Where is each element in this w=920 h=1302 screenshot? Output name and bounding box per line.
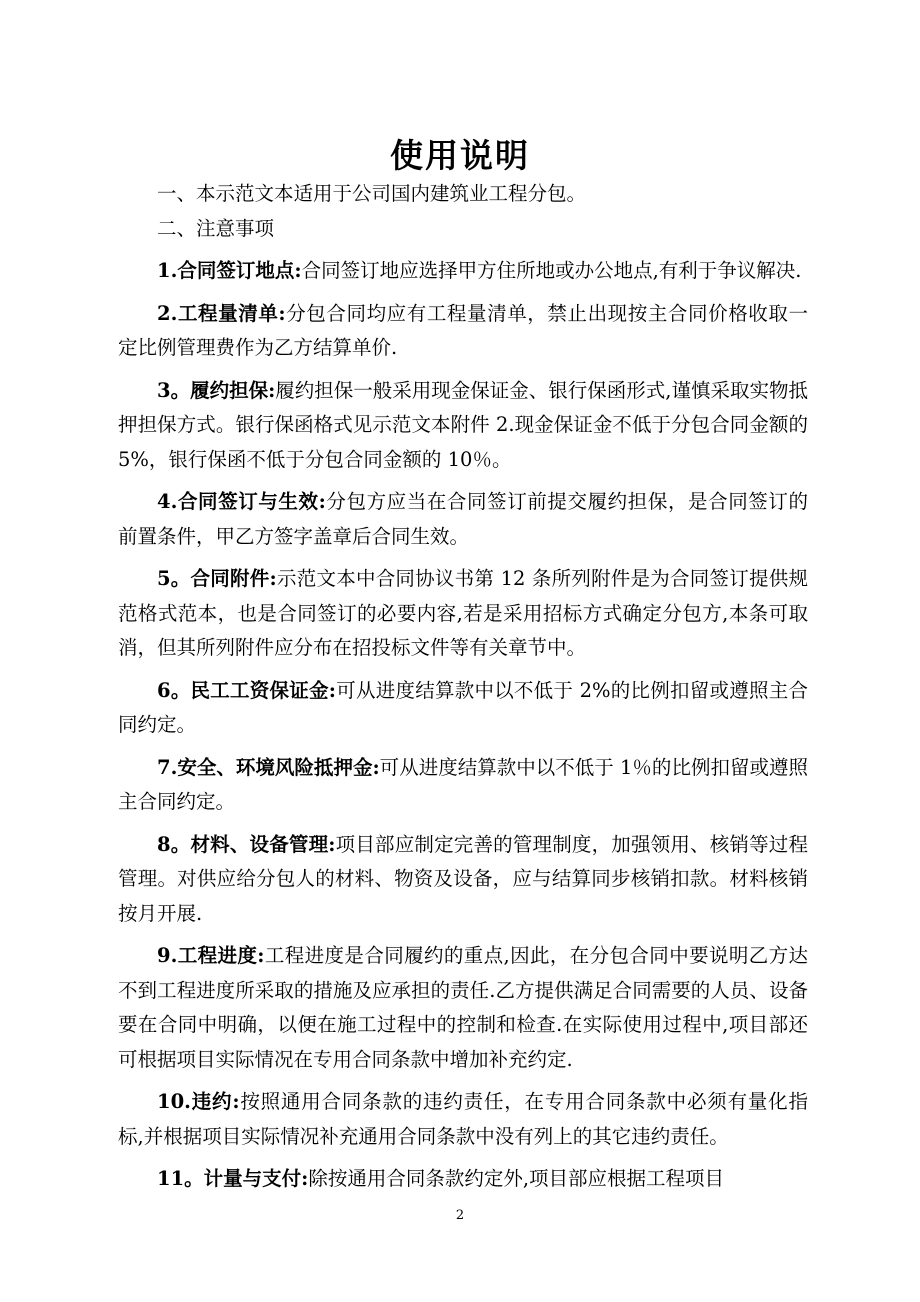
item-7-heading: 7.安全、环境风险抵押金: <box>157 755 380 779</box>
item-3 <box>118 374 808 478</box>
item-2-text: 分包合同均应有工程量清单，禁止出现按主合同价格收取一定比例管理费作为乙方结算单价. <box>118 301 808 359</box>
item-4 <box>118 485 808 554</box>
intro-line-1: 一、本示范文本适用于公司国内建筑业工程分包。 <box>157 182 587 205</box>
item-8-text: 项目部应制定完善的管理制度，加强领用、核销等过程管理。对供应给分包人的材料、物资及设备，应与结算同步核销扣款。材料核销按月开展. <box>118 832 808 925</box>
item-5-text: 示范文本中合同协议书第 12 条所列附件是为合同签订提供规范格式范本，也是合同签订的必要内容,若是采用招标方式确定分包方,本条可取消，但其所列附件应分布在招投标文件等有关章节中。 <box>118 567 808 659</box>
item-2-heading: 2.工程量清单: <box>157 301 286 325</box>
item-11-heading: 11。计量与支付: <box>157 1167 309 1190</box>
item-6-text: 可从进度结算款中以不低于 2%的比例扣留或遵照主合同约定。 <box>118 678 808 736</box>
item-2 <box>118 297 808 366</box>
item-10-heading: 10.违约: <box>157 1090 240 1113</box>
item-4-text: 分包方应当在合同签订前提交履约担保，是合同签订的前置条件，甲乙方签字盖章后合同生效。 <box>118 490 808 548</box>
item-3-text: 履约担保一般采用现金保证金、银行保函形式,谨慎采取实物抵押担保方式。银行保函格式见示范文本附件 2.现金保证金不低于分包合同金额的 5%，银行保函不低于分包合同金额的 10％。 <box>118 378 808 471</box>
item-6-heading: 6。民工工资保证金: <box>157 678 336 702</box>
item-11-text: 除按通用合同条款约定外,项目部应根据工程项目 <box>308 1167 725 1190</box>
item-10 <box>118 1085 808 1154</box>
item-9 <box>118 939 808 1077</box>
document-body <box>118 177 808 1205</box>
item-5-heading: 5。合同附件: <box>157 567 277 590</box>
item-6 <box>118 674 808 743</box>
item-9-text: 工程进度是合同履约的重点,因此，在分包合同中要说明乙方达不到工程进度所采取的措施及应承担的责任.乙方提供满足合同需要的人员、设备要在合同中明确，以便在施工过程中的控制和检查.在实际使用过程中,项目部还可根据项目实际情况在专用合同条款中增加补充约定. <box>118 944 809 1071</box>
item-8-heading: 8。材料、设备管理: <box>157 832 336 856</box>
item-7-text: 可从进度结算款中以不低于 1％的比例扣留或遵照主合同约定。 <box>118 755 808 813</box>
item-1-text: 合同签订地应选择甲方住所地或办公地点,有利于争议解决. <box>301 259 802 282</box>
item-4-heading: 4.合同签订与生效: <box>157 490 326 513</box>
item-8 <box>118 828 808 932</box>
page-number: 2 <box>455 1208 465 1223</box>
intro-line-2: 二、注意事项 <box>157 216 275 240</box>
item-11 <box>118 1162 808 1197</box>
page-title: 使用说明 <box>390 136 530 175</box>
item-1-heading: 1.合同签订地点: <box>157 259 302 282</box>
item-5 <box>118 562 808 666</box>
item-1 <box>118 254 808 289</box>
item-3-heading: 3。履约担保: <box>157 378 276 402</box>
item-10-text: 按照通用合同条款的违约责任，在专用合同条款中必须有量化指标,并根据项目实际情况补充通用合同条款中没有列上的其它违约责任。 <box>118 1090 808 1148</box>
item-7 <box>118 751 808 820</box>
item-9-heading: 9.工程进度: <box>157 944 265 967</box>
